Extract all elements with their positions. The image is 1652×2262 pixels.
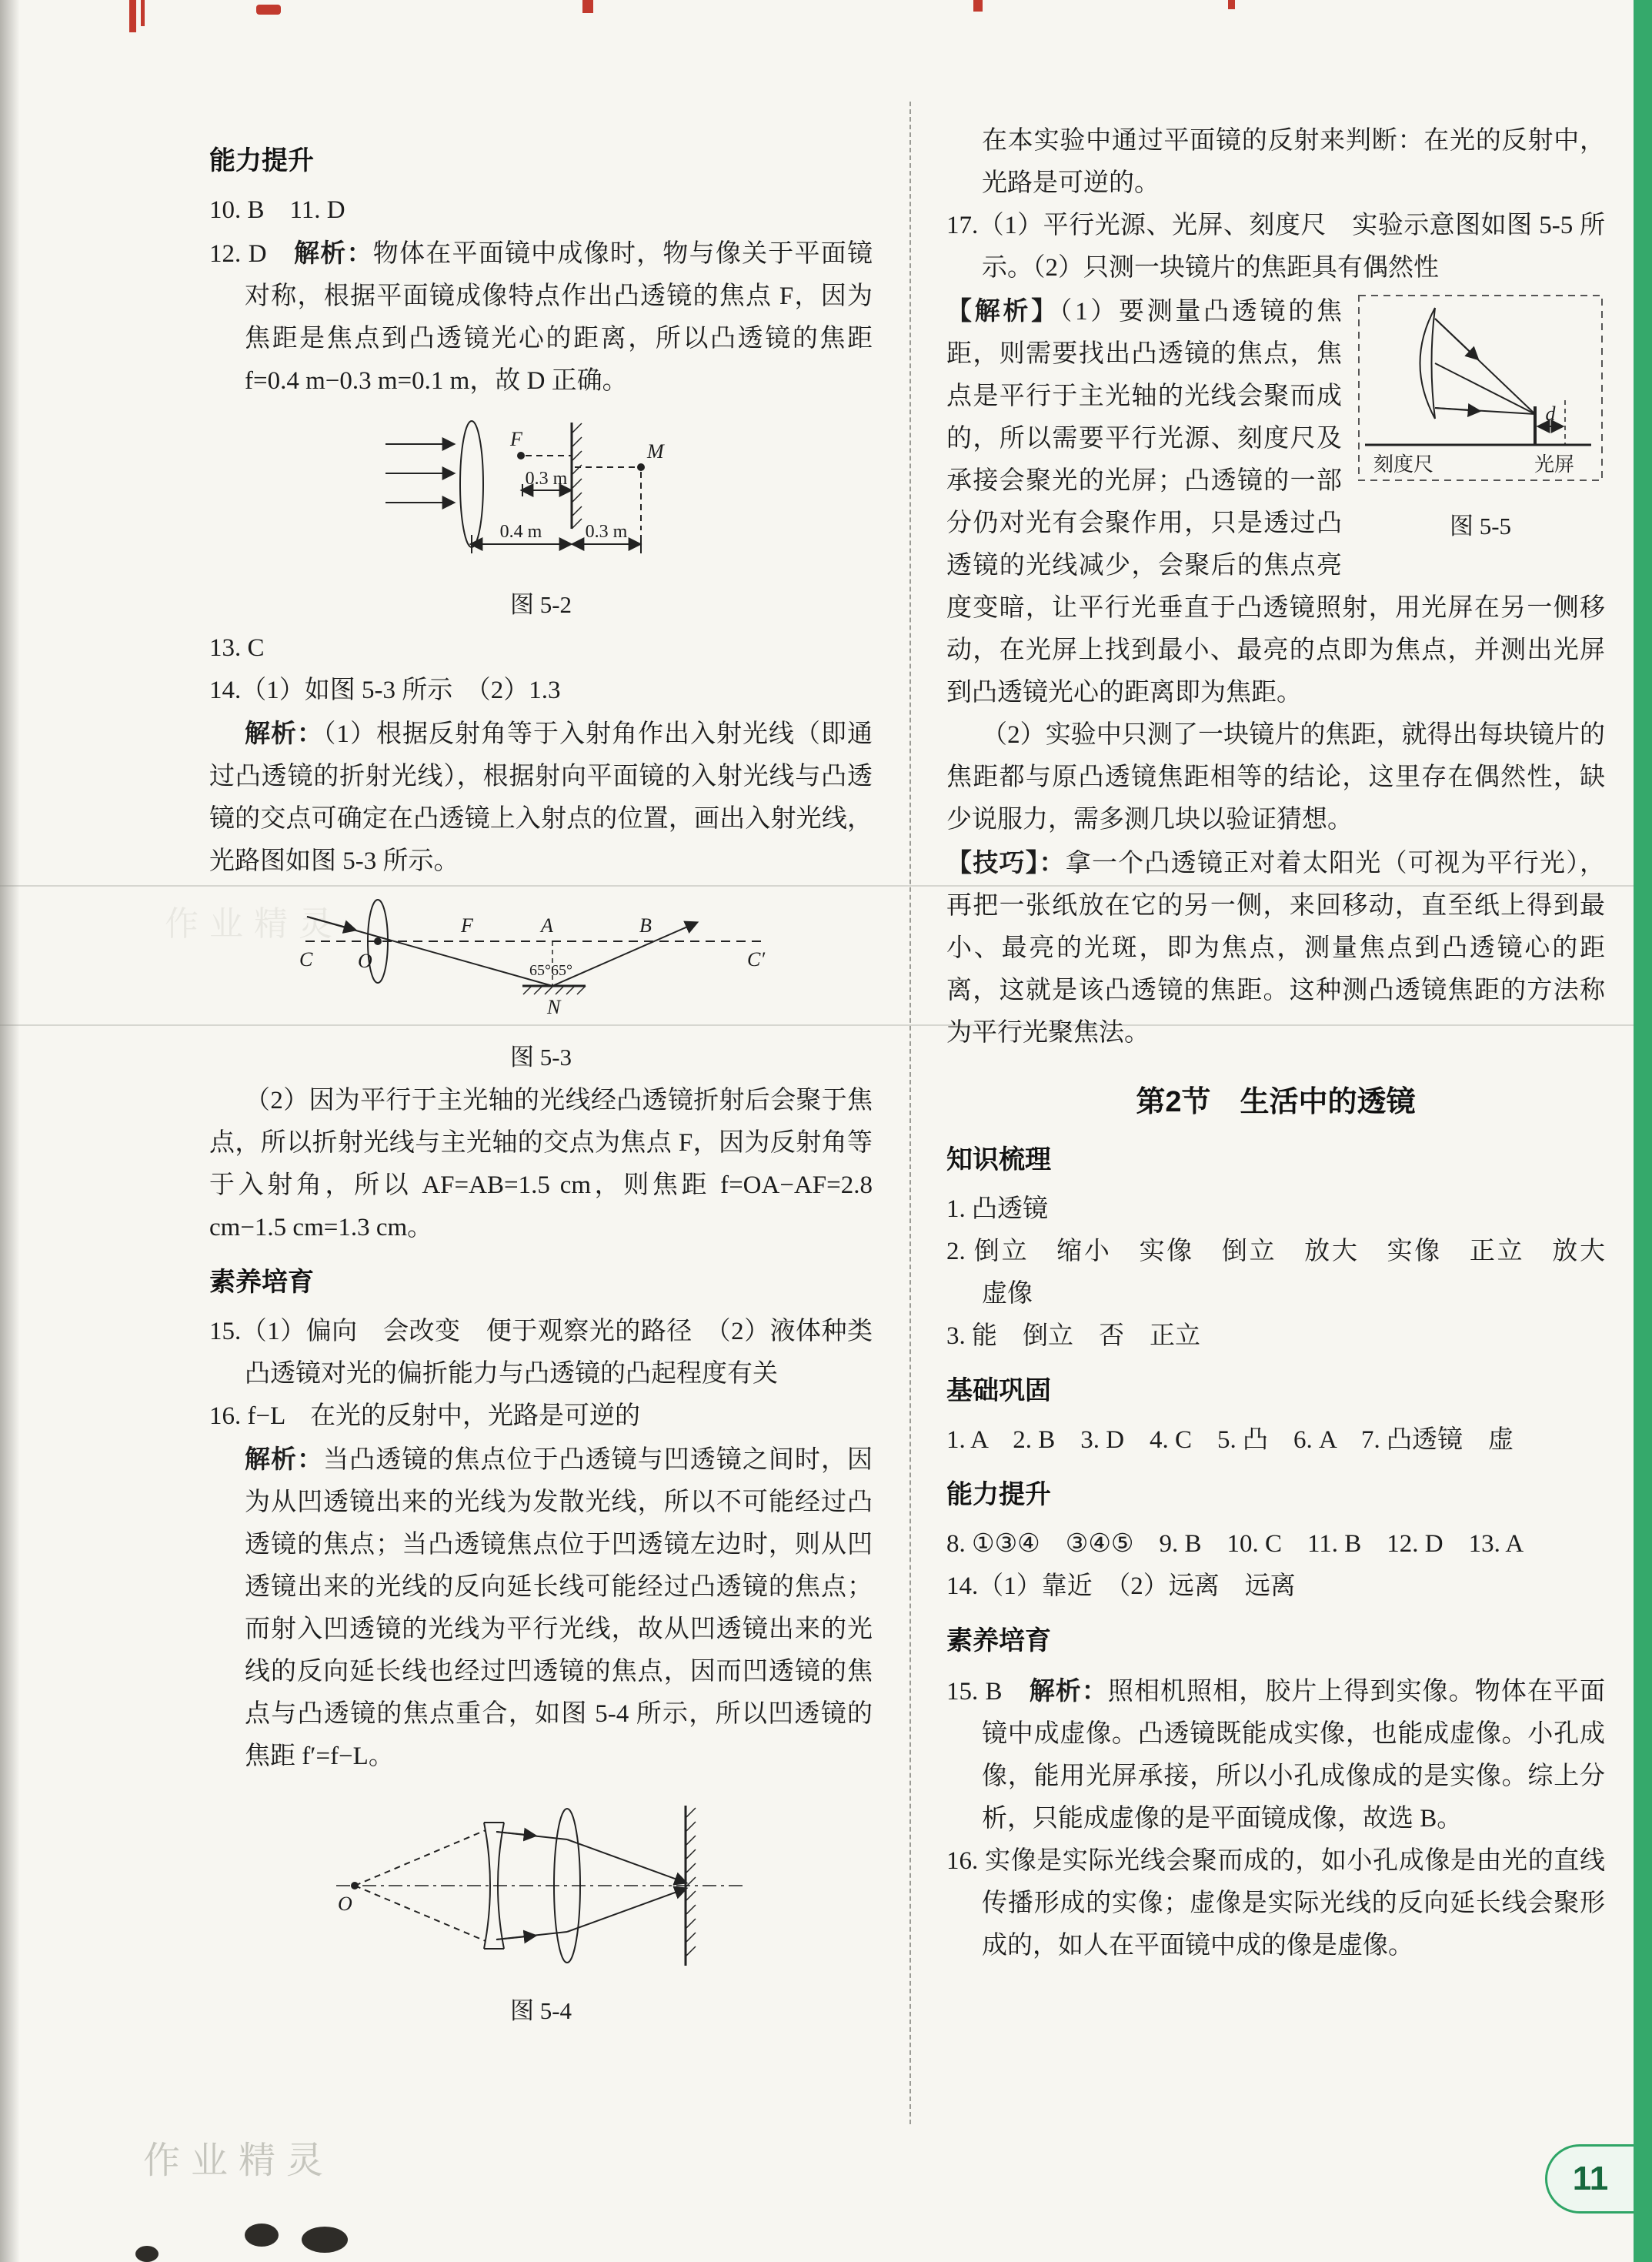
label-O: O [358,950,372,972]
answer-item-12 [209,232,873,403]
dim-0-3m: 0.3 m [525,469,568,489]
analysis-label: 解析： [294,239,373,267]
label-ruler: 刻度尺 [1373,453,1434,476]
answer-17: 17.（1）平行光源、光屏、刻度尺 实验示意图如图 5-5 所示。（2）只测一块镜片的焦距具有偶然性 [946,212,1605,282]
print-registration-mark [141,0,145,26]
knowledge-1: 1. 凸透镜 [946,1195,1048,1223]
item-number: 15. B [946,1678,1030,1706]
subheading-ability: 能力提升 [209,146,314,175]
knowledge-3: 3. 能 倒立 否 正立 [946,1322,1200,1350]
focus-point [351,1882,359,1889]
lenses-and-rays [336,1806,747,1966]
analysis-label: 【解析】 [946,296,1060,325]
explanation-14-part2: （2）因为平行于主光轴的光线经凸透镜折射后会聚于焦点，所以折射光线与主光轴的交点为焦点 F，因为反射角等于入射角，所以 AF=AB=1.5 cm，则焦距 f=OA−AF=2.8 cm−1.5 cm=1.3 cm。 [209,1087,873,1241]
figure-5-2 [209,413,873,620]
knowledge-2: 2. 倒立 缩小 实像 倒立 放大 实像 正立 放大 虚像 [946,1238,1630,1308]
answer-15: 15.（1）偏向 会改变 便于观察光的路径 （2）液体种类 凸透镜对光的偏折能力与凸透镜的凸起程度有关 [209,1318,898,1388]
explanation-17-part2: （2）实验中只测了一块镜片的焦距，就得出每块镜片的焦距都与原凸透镜焦距相等的结论，这里存在偶然性，缺少说服力，需多测几块以验证猜想。 [946,721,1605,834]
ability-answers-8-13: 8. ①③④ ③④⑤ 9. B 10. C 11. B 12. D 13. A [946,1530,1524,1558]
lens-center-point [374,937,382,945]
label-C-prime: C′ [747,948,766,971]
page-number-tab [1545,2144,1634,2214]
label-O: O [338,1893,352,1915]
label-screen: 光屏 [1534,453,1575,476]
watermark: 作业精灵 [165,905,343,943]
figure-5-3-diagram [295,894,787,1029]
figure-5-5 [1356,292,1605,547]
analysis-text: 照相机照相，胶片上得到实像。物体在平面镜中成虚像。凸透镜既能成实像，也能成虚像。小孔成像，能用光屏承接，所以小孔成像成的是实像。综上分析，只能成虚像的是平面镜成像，故选 B。 [982,1678,1606,1833]
explanation-17 [946,289,1605,714]
analysis-text: 物体在平面镜中成像时，物与像关于平面镜对称，根据平面镜成像特点作出凸透镜的焦点 F，因为焦距是焦点到凸透镜光心的距离，所以凸透镜的焦距 f=0.4 m−0.3 m=0.1 m，故 D 正确。 [245,240,873,395]
dim-0-3m-b: 0.3 m [585,522,628,542]
figure-5-4-diagram [325,1789,756,1983]
figure-labels [500,428,665,542]
label-d: d [1545,403,1556,425]
label-B: B [639,914,652,937]
left-column [209,128,898,2033]
page-number: 11 [1572,2160,1609,2197]
answer-item-15 [946,1669,1605,1840]
figure-5-3 [209,894,873,1072]
explanation-14 [209,712,873,883]
subheading-literacy: 素养培育 [209,1268,314,1297]
column-divider [909,102,911,2124]
figure-caption: 图 5-5 [1449,513,1512,540]
print-registration-mark [256,5,281,15]
print-registration-mark [582,0,593,13]
answers-10-11: 10. B 11. D [209,196,345,224]
continued-paragraph: 在本实验中通过平面镜的反射来判断：在光的反射中，光路是可逆的。 [982,127,1605,197]
page-edge-strip [1634,0,1652,2262]
explanation-16 [209,1438,873,1778]
subheading-knowledge: 知识梳理 [946,1145,1051,1174]
figure-labels [1373,403,1574,476]
label-N: N [547,996,561,1018]
figure-labels [299,914,765,1018]
basics-answers: 1. A 2. B 3. D 4. C 5. 凸 6. A 7. 凸透镜 虚 [946,1426,1514,1454]
figure-5-2-diagram [341,413,741,576]
subheading-basics: 基础巩固 [946,1376,1051,1405]
watermark: 作业精灵 [143,2140,335,2181]
analysis-label: 解析： [245,719,323,747]
dim-0-4m: 0.4 m [499,522,542,542]
binding-mark [245,2224,279,2247]
print-registration-mark [973,0,983,12]
label-A: A [541,914,553,937]
tip-text: 拿一个凸透镜正对着太阳光（可视为平行光），再把一张纸放在它的另一侧，来回移动，直至纸上得到最小、最亮的光斑，即为焦点，测量焦点到凸透镜心的距离，这就是该凸透镜的焦距。这种测凸透镜焦距的方法称为平行光聚焦法。 [946,850,1606,1047]
subheading-literacy-2: 素养培育 [946,1626,1051,1656]
item-number: 12. D [209,240,295,268]
lens-and-rays [1365,308,1591,445]
wall-hatching [686,1808,696,1956]
ability-answer-14: 14.（1）靠近 （2）远离 远离 [946,1572,1296,1600]
answer-13: 13. C [209,634,265,662]
print-registration-mark [1228,0,1235,9]
figure-5-5-diagram [1356,292,1605,486]
label-angles: 65°65° [529,962,572,979]
analysis-text: （1）要测量凸透镜的焦距，则需要找出凸透镜的焦点，焦点是平行于主光轴的光线会聚而成的，所以需要平行光源、刻度尺及承接会聚光的光屏；凸透镜的一部分仍对光有会聚作用，只是透过凸透镜的光线减少，会聚后的焦点亮度变暗，让平行光垂直于凸透镜照射，用光屏在另一侧移动，在光屏上找到最小、最亮的点即为焦点，并测出光屏到凸透镜光心的距离即为焦距。 [946,298,1605,707]
print-registration-mark [129,0,136,32]
figure-5-4 [209,1789,873,2026]
mirror-hatching [523,986,586,994]
binding-shadow [0,0,20,2262]
subheading-ability-2: 能力提升 [946,1480,1051,1509]
figure-caption: 图 5-4 [509,1997,572,2024]
binding-mark [135,2246,159,2262]
answer-14: 14.（1）如图 5-3 所示 （2）1.3 [209,677,561,704]
figure-caption: 图 5-3 [509,1044,572,1071]
label-F: F [510,428,522,450]
label-M: M [647,440,664,463]
label-F: F [461,914,473,937]
analysis-label: 解析： [245,1445,324,1473]
answer-item-16: 16. 实像是实际光线会聚而成的，如小孔成像是由光的直线传播形成的实像；虚像是实际光线的反向延长线会聚形成的，如人在平面镜中成的像是虚像。 [946,1847,1605,1960]
binding-mark [302,2227,348,2253]
figure-caption: 图 5-2 [509,591,572,618]
label-C: C [299,948,313,971]
section-title: 第2节 生活中的透镜 [1136,1086,1416,1118]
tip-paragraph [946,841,1605,1054]
dashed-frame [1359,296,1602,480]
analysis-text: 当凸透镜的焦点位于凸透镜与凹透镜之间时，因为从凹透镜出来的光线为发散光线，所以不可能经过凸透镜的焦点；当凸透镜焦点位于凹透镜左边时，则从凹透镜出来的光线的反向延长线可能经过凸透镜的焦点；而射入凹透镜的光线为平行光线，故从凹透镜出来的光线的反向延长线也经过凹透镜的焦点，因而凹透镜的焦点与凸透镜的焦点重合，如图 5-4 所示，所以凹透镜的焦距 f′=f−L。 [245,1446,873,1770]
analysis-label: 解析： [1029,1676,1108,1705]
analysis-text: （1）根据反射角等于入射角作出入射光线（即通过凸透镜的折射光线），根据射向平面镜的入射光线与凸透镜的交点可确定在凸透镜上入射点的位置，画出入射光线，光路图如图 5-3 所示。 [209,720,873,875]
tip-label: 【技巧】： [946,848,1066,877]
right-column [946,120,1630,1967]
answer-16: 16. f−L 在光的反射中，光路是可逆的 [209,1402,641,1430]
mirror-hatching [572,423,582,529]
